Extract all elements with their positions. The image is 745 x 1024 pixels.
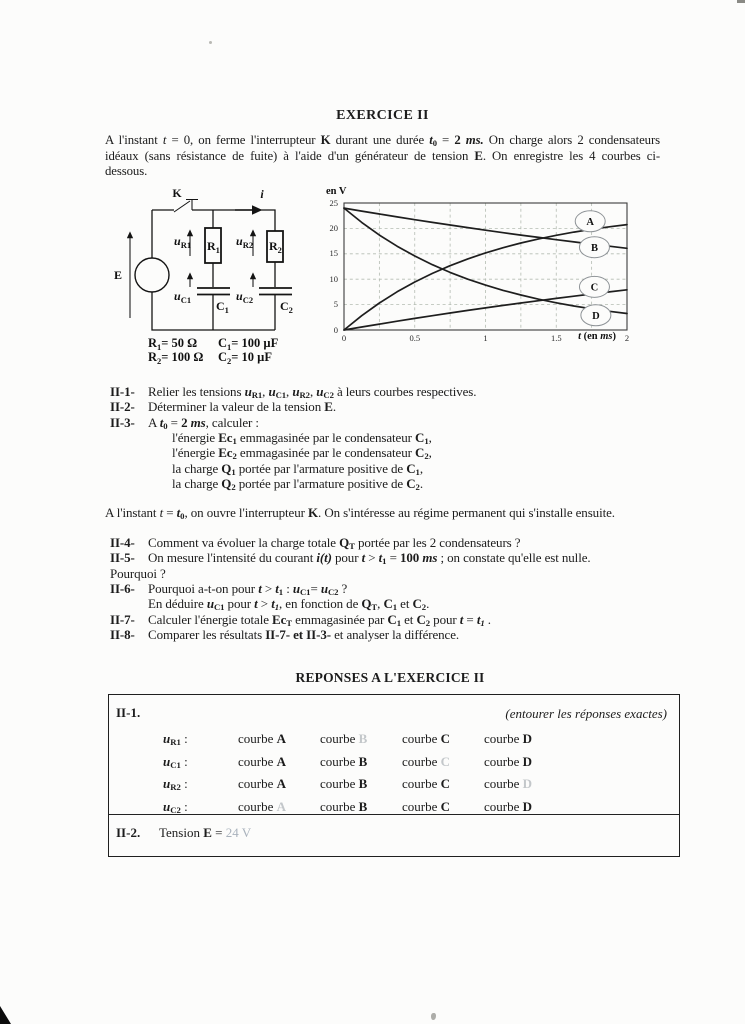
answer-letter: B [358, 753, 368, 769]
question-row: II-8- Comparer les résultats II-7- et II-3- et analyser la différence. [110, 627, 460, 643]
r1-label: $R_1$ [207, 239, 220, 255]
answer-letter: C [440, 799, 451, 815]
answer-variable: $u_{C1}$ : [163, 753, 188, 770]
answer-choice: courbe A [238, 753, 287, 769]
c2-label: $C_2$ [280, 299, 293, 315]
questions-block-1 [110, 384, 695, 491]
correct-answer-letter: B [358, 731, 368, 746]
answer-row [109, 731, 679, 749]
circuit-diagram [108, 188, 323, 372]
answer-choice: courbe C [402, 799, 451, 815]
tension-answer: Tension E = 24 V [159, 825, 252, 840]
intro-line: A l'instant t = 0, on ferme l'interrupteur K durant une durée $t_0 = 2$ ms. On charge alors 2 condensateurs [105, 133, 660, 149]
switch-blade [174, 201, 190, 212]
scan-dot [209, 41, 212, 44]
answer-variable: $u_{R1}$ : [163, 731, 188, 748]
answer-q2-label: II-2. [116, 825, 141, 840]
y-tick-label: 15 [329, 248, 338, 259]
question-row: la charge $Q_2$ portée par l'armature positive de $C_2$. [172, 476, 423, 493]
x-axis-title: t (en ms) [578, 331, 616, 342]
r1-value: $R_1= 50$ Ω [148, 336, 198, 352]
switch-label: K [172, 188, 182, 200]
interlude-paragraph: A l'instant $t = t_0$, on ouvre l'interrupteur K. On s'intéresse au régime permanent qui s'installe ensuite. [105, 505, 615, 522]
answer-letter: A [276, 731, 287, 746]
c1-label: $C_1$ [216, 299, 229, 315]
question-row: En déduire $u_{C1}$ pour $t > t_1$, en fonction de $Q_T$, $C_1$ et $C_2$. [148, 596, 430, 613]
answer-choice: courbe D [484, 799, 533, 815]
y-tick-label: 5 [333, 299, 338, 310]
y-tick-label: 25 [329, 197, 338, 208]
question-row: la charge $Q_1$ portée par l'armature positive de $C_1$, [172, 460, 423, 477]
answer-choice: courbe D [484, 753, 533, 769]
answer-choice: courbe B [320, 753, 368, 769]
question-row: II-5- On mesure l'intensité du courant i(t) pour $t > t_1 = 100$ ms ; on constate qu'elle est nulle. [110, 550, 591, 567]
source-label: E [114, 268, 123, 282]
r2-label: $R_2$ [269, 239, 282, 255]
uc1-label: $u_{C1}$ [174, 289, 192, 305]
answers-box [108, 694, 680, 857]
y-tick-label: 0 [333, 324, 338, 335]
answer-letter: B [358, 799, 368, 815]
x-tick-label: 0 [341, 333, 347, 343]
ur1-label: $u_{R1}$ [174, 234, 192, 250]
answer-letter: A [276, 776, 287, 792]
ur2-label: $u_{R2}$ [236, 234, 254, 250]
answer-letter: D [522, 731, 533, 746]
curve-label-D: D [592, 310, 600, 322]
answer-choice: courbe A [238, 776, 287, 792]
current-label: i [260, 188, 264, 201]
answer-choice: courbe A [238, 799, 287, 815]
page-title: EXERCICE II [336, 108, 429, 123]
question-row: II-2- Déterminer la valeur de la tension E. [110, 399, 336, 415]
chart-canvas [320, 186, 662, 350]
answer-choice: courbe D [484, 731, 533, 746]
answer-choice: courbe B [320, 731, 368, 746]
answer-choice: courbe A [238, 731, 287, 746]
responses-heading: REPONSES A L'EXERCICE II [295, 670, 485, 685]
correct-answer-letter: D [522, 776, 533, 792]
answer-variable: $u_{C2}$ : [163, 799, 188, 816]
answer-letter: C [440, 731, 451, 746]
curve-label-B: B [590, 242, 598, 254]
scan-corner-mark [0, 1006, 11, 1024]
question-row: II-6- Pourquoi a-t-on pour $t > t_1$ : $u_{C1}= u_{C2}$ ? [110, 581, 348, 598]
intro-line: dessous. [105, 164, 148, 178]
answer-letter: C [440, 776, 451, 792]
x-tick-label: 0.5 [409, 333, 421, 343]
c1-value: $C_1= 100$ µF [218, 336, 279, 352]
scan-edge-mark [737, 0, 745, 3]
c2-value: $C_2= 10$ µF [218, 350, 272, 366]
question-row: II-7- Calculer l'énergie totale $Ec_T$ emmagasinée par $C_1$ et $C_2$ pour $t = t_1$ . [110, 611, 491, 628]
answer-letter: A [276, 753, 287, 769]
answer-q1-label: II-1. [116, 705, 141, 720]
intro-line: idéaux (sans résistance de fuite) à l'aide d'un générateur de tension E. On enregistre les 4 courbes ci- [105, 148, 660, 163]
scan-speck [431, 1013, 436, 1020]
question-row: l'énergie $Ec_2$ emmagasinée par le condensateur $C_2$, [172, 445, 432, 462]
question-row: l'énergie $Ec_1$ emmagasinée par le condensateur $C_1$, [172, 430, 432, 447]
voltage-chart [320, 186, 662, 350]
uc2-label: $u_{C2}$ [236, 289, 254, 305]
r2-value: $R_2= 100$ Ω [148, 350, 204, 366]
answers-divider [109, 814, 679, 815]
answer-row [109, 754, 679, 772]
capacitor-c2 [259, 288, 292, 295]
answer-choice: courbe C [402, 753, 451, 769]
curve-label-A: A [586, 216, 595, 228]
answer-letter: D [522, 799, 533, 815]
answer-choice: courbe B [320, 776, 368, 792]
answer-variable: $u_{R2}$ : [163, 776, 188, 793]
question-row: Pourquoi ? [110, 565, 166, 581]
correct-answer-letter: C [440, 753, 451, 769]
question-row: II-4- Comment va évoluer la charge totale $Q_T$ portée par les 2 condensateurs ? [110, 535, 521, 552]
x-tick-label: 1.5 [550, 333, 562, 343]
answer-letter: D [522, 753, 533, 769]
y-tick-label: 20 [329, 222, 338, 233]
x-tick-label: 1 [483, 333, 488, 343]
y-tick-label: 10 [329, 273, 338, 284]
correct-answer-letter: A [276, 799, 287, 815]
capacitor-c1 [197, 288, 230, 295]
answer-letter: B [358, 776, 368, 792]
questions-block-2 [110, 535, 695, 642]
voltage-source [135, 258, 169, 292]
question-row: II-1- Relier les tensions $u_{R1}$, $u_{C1}$, $u_{R2}$, $u_{C2}$ à leurs courbes respectives. [110, 384, 477, 401]
switch-terminal [186, 200, 198, 211]
answer-choice: courbe D [484, 776, 533, 792]
answer-row [109, 776, 679, 794]
answer-choice: courbe B [320, 799, 368, 815]
y-axis-title: en V [326, 186, 347, 197]
answer-choice: courbe C [402, 776, 451, 792]
curve-label-C: C [590, 282, 599, 294]
intro-paragraph [105, 133, 660, 180]
answers-note: (entourer les réponses exactes) [505, 706, 667, 721]
question-row: II-3- A $t_0 = 2$ ms, calculer : [110, 414, 259, 431]
answer-choice: courbe C [402, 731, 451, 746]
x-tick-label: 2 [624, 333, 630, 343]
